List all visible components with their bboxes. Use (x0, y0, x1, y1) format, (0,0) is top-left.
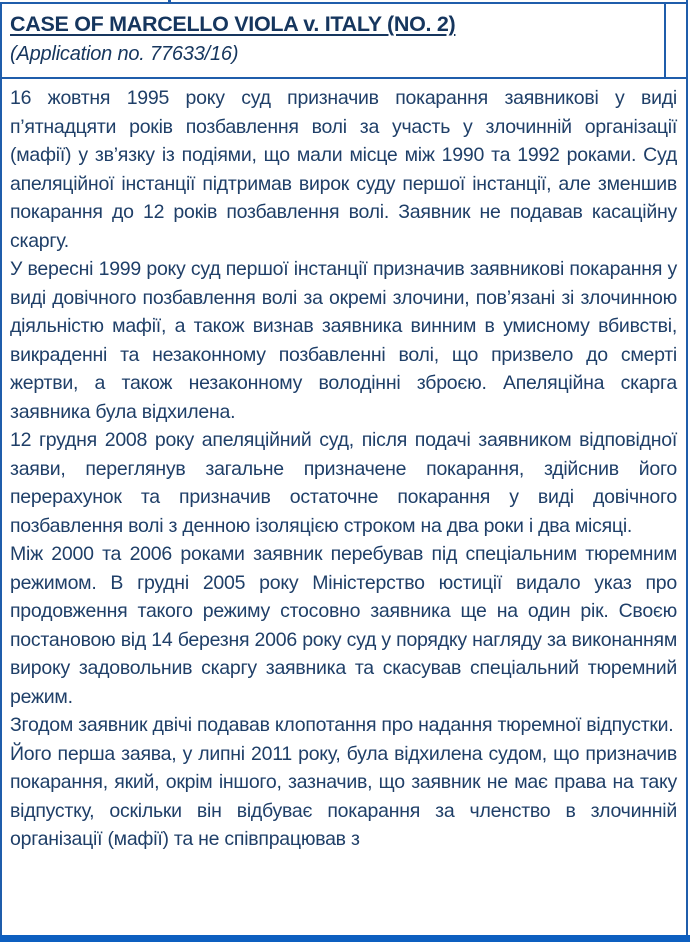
case-summary-body (2, 79, 686, 854)
summary-paragraph-6: Його перша заява, у липні 2011 року, була відхилена судом, що призначив покарання, який, окрім іншого, зазначив, що заявник не має права на таку відпустку, оскільки він відбуває покарання за членство в злочинній організації (мафії) та не співпрацював з (10, 742, 677, 850)
application-number: (Application no. 77633/16) (10, 43, 239, 65)
summary-paragraph-4: Між 2000 та 2006 роками заявник перебував під спеціальним тюремним режимом. В грудні 2005 року Міністерство юстиції видало указ про продовження такого режиму стосовно заявника ще на один рік. Своєю постановою від 14 березня 2006 року суд у порядку нагляду за виконанням вироку задовольнив скаргу заявника та скасував спеціальний тюремний режим. (10, 543, 677, 708)
page-bottom-divider (0, 935, 690, 942)
summary-paragraph-3: 12 грудня 2008 року апеляційний суд, після подачі заявником відповідної заяви, переглянув загальне призначене покарання, здійснив його перерахунок та призначив остаточне покарання у виді довічного позбавлення волі з денною ізоляцією строком на два роки і два місяці. (10, 429, 677, 537)
case-header-cell (2, 4, 664, 77)
case-title: CASE OF MARCELLO VIOLA v. ITALY (NO. 2) (10, 12, 456, 36)
summary-paragraph-5: Згодом заявник двічі подавав клопотання про надання тюремної відпустки. (10, 714, 674, 736)
case-summary-table (0, 2, 688, 942)
summary-paragraph-1: 16 жовтня 1995 року суд призначив покарання заявникові у виді п’ятнадцяти років позбавлення волі за участь у злочинній організації (мафії) у зв’язку із подіями, що мали місце між 1990 та 1992 роками. Суд апеляційної інстанції підтримав вирок суду першої інстанції, але зменшив покарання до 12 років позбавлення волі. Заявник не подавав касаційну скаргу. (10, 87, 677, 252)
header-side-cell (664, 4, 686, 77)
case-header-row (2, 4, 686, 79)
summary-paragraph-2: У вересні 1999 року суд першої інстанції призначив заявникові покарання у виді довічного позбавлення волі за окремі злочини, пов’язані зі злочинною діяльністю мафії, а також визнав заявника винним в умисному вбивстві, викраденні та незаконному позбавленні волі, що призвело до смерті жертви, а також незаконному володінні зброєю. Апеляційна скарга заявника була відхилена. (10, 258, 677, 423)
